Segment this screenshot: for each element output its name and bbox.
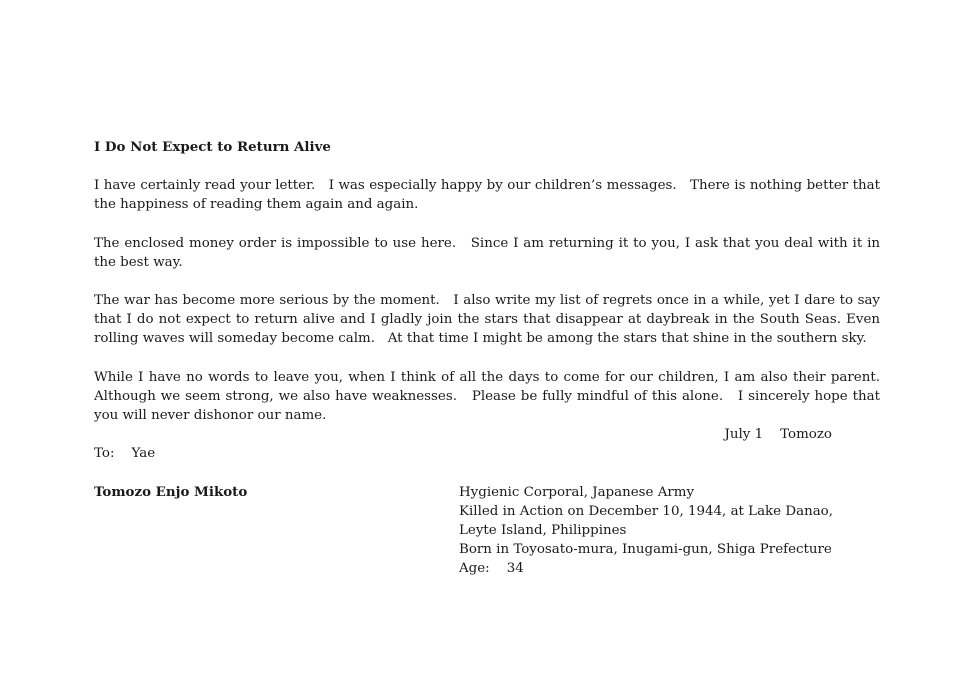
author-death-place: Leyte Island, Philippines: [459, 523, 627, 539]
letter-paragraph: While I have no words to leave you, when I think of all the days to come for our children, I am also their parent. Although we seem strong, we also have weaknesses. Please be fully mindful of this alone. I sincerely hope that you will never dishonor our name.: [94, 369, 880, 424]
letter-recipient: To: Yae: [94, 446, 156, 462]
author-rank: Hygienic Corporal, Japanese Army: [459, 484, 695, 500]
author-profile: [94, 483, 880, 579]
letter-paragraph: The enclosed money order is impossible to use here. Since I am returning it to you, I ask that you deal with it in the best way.: [94, 235, 880, 270]
letter-paragraph: The war has become more serious by the moment. I also write my list of regrets once in a while, yet I dare to say that I do not expect to return alive and I gladly join the stars that disappear at daybreak in the South Seas. Even rolling waves will someday become calm. At that time I might be among the stars that shine in the southern sky.: [94, 293, 880, 347]
author-age: Age: 34: [459, 561, 524, 577]
letter-document: [94, 138, 880, 579]
letter-paragraph: I have certainly read your letter. I was especially happy by our children’s messages. There is nothing better that the happiness of reading them again and again.: [94, 178, 880, 213]
author-death: Killed in Action on December 10, 1944, at Lake Danao,: [459, 503, 834, 519]
author-name: Tomozo Enjo Mikoto: [94, 483, 248, 500]
author-details: [459, 483, 880, 579]
letter-title: I Do Not Expect to Return Alive: [94, 139, 331, 155]
letter-signature: July 1 Tomozo: [724, 427, 832, 443]
author-birthplace: Born in Toyosato-mura, Inugami-gun, Shiga Prefecture: [459, 542, 832, 558]
